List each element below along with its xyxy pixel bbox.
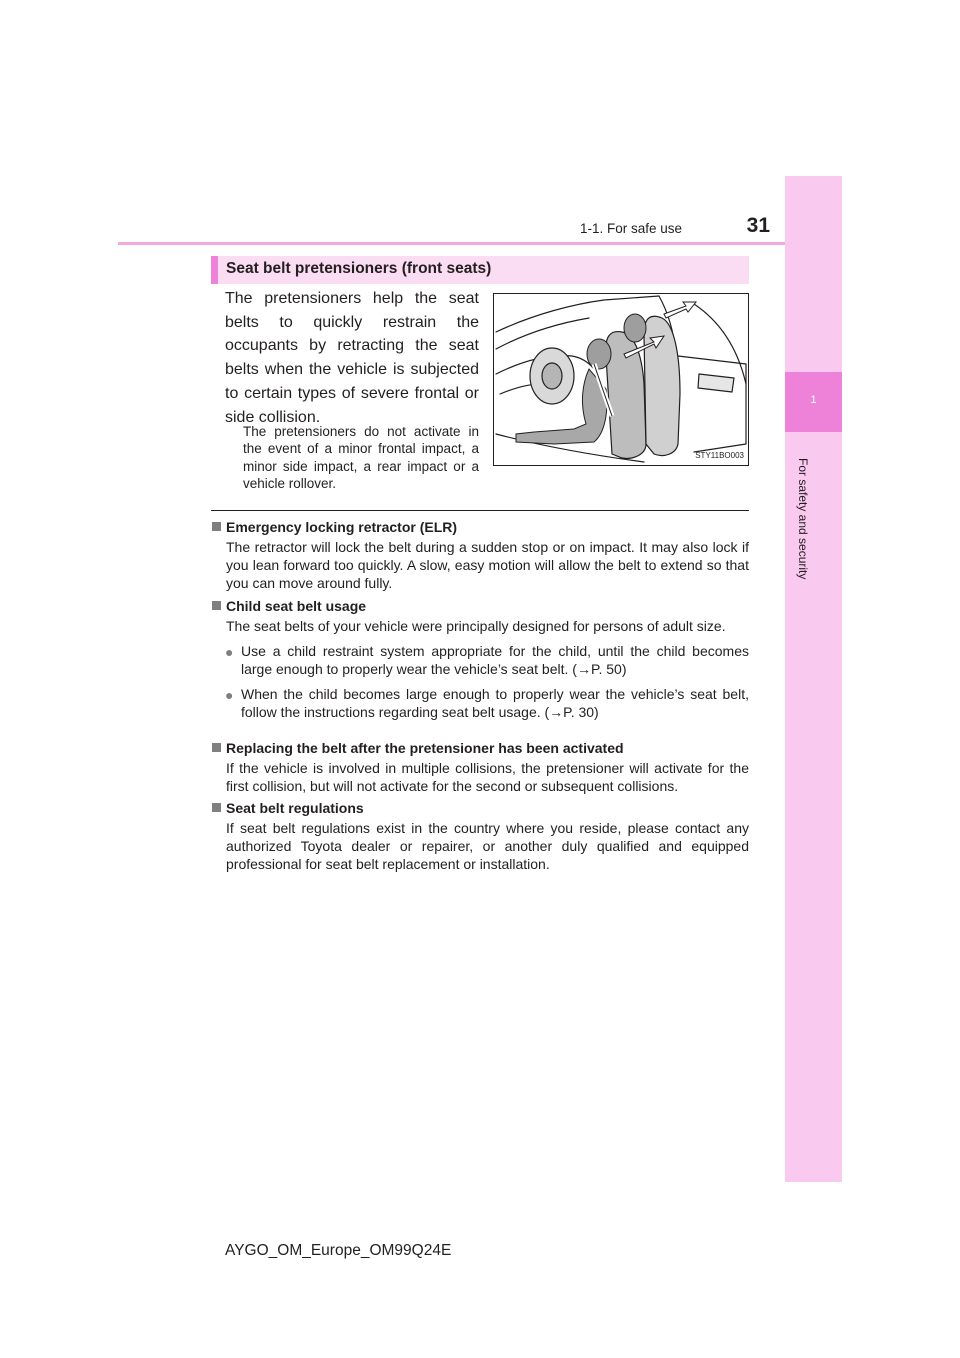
item-elr <box>211 518 749 592</box>
list-item <box>211 642 749 678</box>
item-child-seat-belt <box>211 597 749 721</box>
bullet-dot-icon: ● <box>225 687 234 703</box>
section-path: 1-1. For safe use <box>579 221 682 236</box>
figure-code: STY11BO003 <box>695 451 744 460</box>
list-item-text: Use a child restraint system appropriate for the child, until the child becomes large enough to properly wear the vehicle’s seat belt. (→P. 50) <box>241 643 749 677</box>
pretensioner-illustration <box>493 293 749 466</box>
item-text: If the vehicle is involved in multiple collisions, the pretensioner will activate for the first collision, but will not activate for the second or subsequent collisions. <box>226 760 749 794</box>
section-header <box>211 256 749 284</box>
list-item-text: When the child becomes large enough to properly wear the vehicle’s seat belt, follow the instructions regarding seat belt usage. (→P. 30) <box>241 686 749 720</box>
section-divider <box>211 510 749 511</box>
item-heading: Seat belt regulations <box>211 799 749 817</box>
item-text: If seat belt regulations exist in the country where you reside, please contact any authorized Toyota dealer or repairer, or another duly qualified and equipped professional for seat belt replacement or installation. <box>226 820 749 872</box>
chapter-label-text: For safety and security <box>796 458 810 580</box>
header-rule <box>118 242 842 245</box>
item-heading: Child seat belt usage <box>211 597 749 615</box>
section-title: Seat belt pretensioners (front seats) <box>226 260 492 277</box>
intro-note: The pretensioners do not activate in the event of a minor frontal impact, a minor side impact, a rear impact or a vehicle rollover. <box>243 424 479 491</box>
item-replacing-belt <box>211 739 749 795</box>
chapter-label <box>795 458 815 598</box>
chapter-number: 1 <box>810 394 817 406</box>
item-text: The retractor will lock the belt during a sudden stop or on impact. It may also lock if you lean forward too quickly. A slow, easy motion will allow the belt to extend so that you can move around fully. <box>226 539 749 591</box>
page-number: 31 <box>746 214 770 237</box>
item-heading: Replacing the belt after the pretensioner has been activated <box>211 739 749 757</box>
intro-text: The pretensioners help the seat belts to quickly restrain the occupants by retracting the seat belts when the vehicle is subjected to certain types of severe frontal or side collision. <box>225 290 479 426</box>
item-heading: Emergency locking retractor (ELR) <box>211 518 749 536</box>
item-text: The seat belts of your vehicle were principally designed for persons of adult size. <box>226 618 726 634</box>
item-regulations <box>211 799 749 873</box>
footer-doc-id: AYGO_OM_Europe_OM99Q24E <box>225 1242 452 1259</box>
list-item <box>211 685 749 721</box>
bullet-dot-icon: ● <box>225 644 234 660</box>
chapter-tab-strip <box>785 176 842 1182</box>
seat-illustration-icon <box>494 294 748 465</box>
